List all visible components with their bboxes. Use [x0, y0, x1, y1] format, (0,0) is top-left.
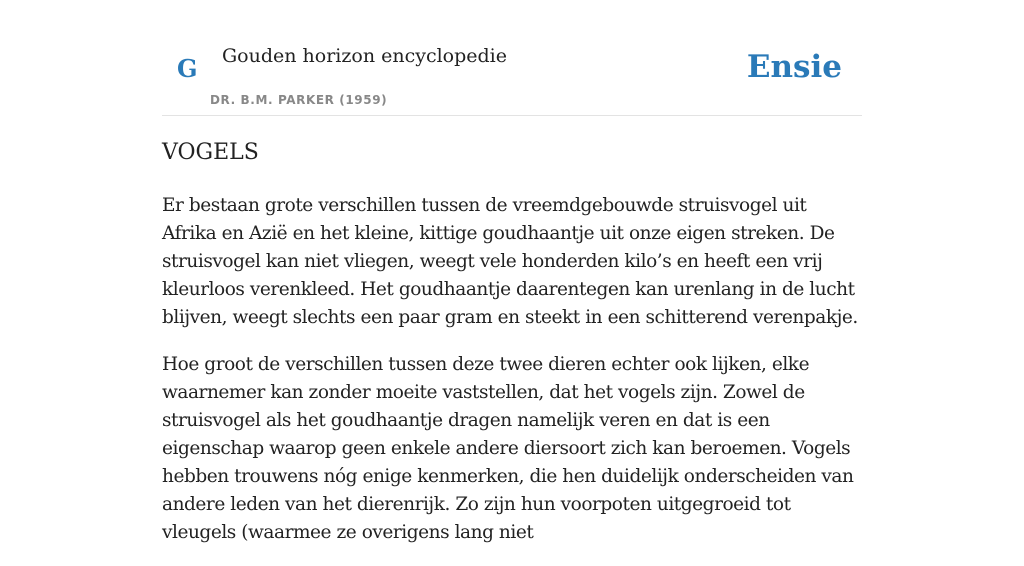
article-paragraph: Hoe groot de verschillen tussen deze twee dieren echter ook lijken, elke waarnemer kan zonder moeite vaststellen, dat het vogels zijn. Zowel de struisvogel als het goudhaantje dragen namelijk veren en dat is een eigenschap waarop geen enkele andere diersoort zich kan beroemen. Vogels hebben trouwens nóg enige kenmerken, die hen duidelijk onderscheiden van andere leden van het dierenrijk. Zo zijn hun voorpoten uitgegroeid tot vleugels (waarmee ze overigens lang niet [162, 354, 854, 543]
book-logo-icon[interactable]: G [177, 54, 198, 83]
book-header [162, 0, 862, 116]
article-body [162, 192, 862, 566]
article-title: VOGELS [162, 140, 259, 165]
page [162, 0, 862, 543]
book-author: DR. B.M. PARKER (1959) [210, 93, 388, 107]
article-paragraph: Er bestaan grote verschillen tussen de vreemdgebouwde struisvogel uit Afrika en Azië en het kleine, kittige goudhaantje uit onze eigen streken. De struisvogel kan niet vliegen, weegt vele honderden kilo’s en heeft een vrij kleurloos verenkleed. Het goudhaantje daarentegen kan urenlang in de lucht blijven, weegt slechts een paar gram en steekt in een schitterend verenpakje. [162, 195, 858, 328]
brand-logo[interactable]: Ensie [746, 49, 842, 85]
book-title-link[interactable]: Gouden horizon encyclopedie [222, 45, 507, 67]
